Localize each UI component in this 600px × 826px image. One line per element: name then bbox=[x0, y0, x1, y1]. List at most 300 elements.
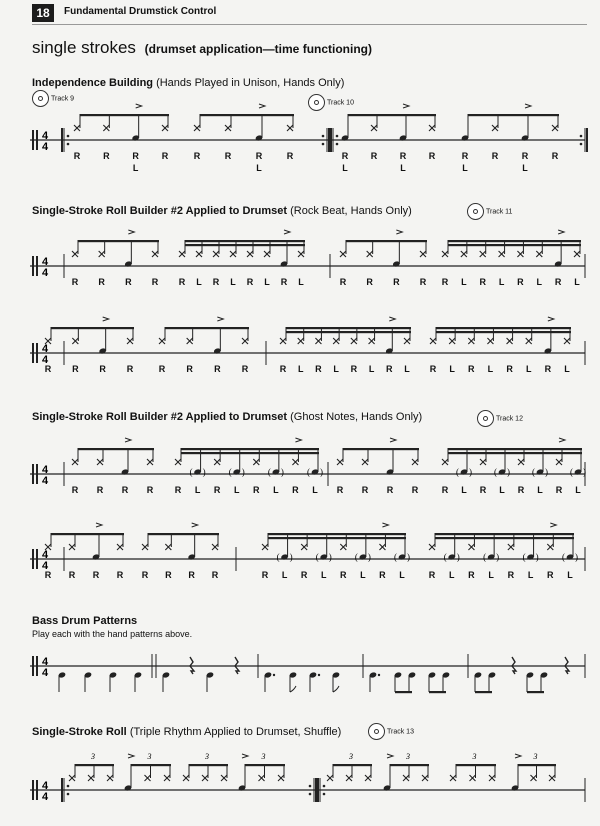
time-signature-bottom: 4 bbox=[42, 141, 49, 153]
sticking-letter: R bbox=[336, 485, 344, 495]
note-beam bbox=[78, 240, 159, 242]
ghost-paren: ) bbox=[407, 552, 410, 562]
note-beam bbox=[346, 240, 427, 242]
sticking-letter: R bbox=[224, 151, 232, 161]
eighth-flag bbox=[290, 686, 296, 692]
note-beam bbox=[343, 448, 419, 450]
sticking-letter: L bbox=[462, 163, 468, 173]
sticking-letter: L bbox=[264, 277, 270, 287]
time-signature-top: 4 bbox=[42, 343, 49, 355]
ghost-paren: ( bbox=[570, 467, 573, 477]
section-title-ghost-notes bbox=[32, 411, 422, 423]
sticking-letter: R bbox=[214, 364, 221, 374]
sticking-letter: R bbox=[98, 277, 105, 287]
repeat-dot bbox=[67, 785, 70, 788]
note-beam bbox=[390, 764, 429, 766]
percussion-clef bbox=[36, 464, 38, 484]
percussion-clef bbox=[32, 656, 34, 676]
sticking-letter: R bbox=[429, 364, 437, 374]
sticking-letter: R bbox=[99, 364, 106, 374]
note-beam bbox=[448, 452, 582, 454]
sticking-letter: L bbox=[461, 277, 467, 287]
note-beam bbox=[333, 764, 372, 766]
sticking-letter: R bbox=[116, 570, 124, 580]
note-beam bbox=[80, 114, 169, 116]
sticking-letter: L bbox=[498, 277, 505, 287]
ghost-paren: ) bbox=[289, 552, 293, 562]
sticking-letter: L bbox=[233, 485, 240, 495]
note-beam bbox=[185, 240, 305, 242]
sticking-letter: R bbox=[468, 364, 475, 374]
sticking-letter: R bbox=[479, 277, 486, 287]
sticking-letter: R bbox=[521, 151, 529, 161]
repeat-dot bbox=[323, 793, 326, 796]
sticking-letter: R bbox=[300, 570, 308, 580]
time-signature-top: 4 bbox=[42, 549, 49, 561]
accent-mark bbox=[548, 317, 554, 321]
bass-drum-instruction: Play each with the hand patterns above. bbox=[32, 629, 193, 639]
sticking-letter: L bbox=[333, 364, 339, 374]
ghost-paren: ( bbox=[354, 552, 358, 562]
repeat-dot bbox=[67, 135, 70, 138]
dot bbox=[318, 674, 320, 676]
ghost-paren: ( bbox=[189, 467, 193, 477]
sticking-letter: R bbox=[165, 570, 172, 580]
sticking-letter: R bbox=[211, 570, 219, 580]
sticking-letter: R bbox=[370, 151, 378, 161]
sticking-letter: R bbox=[241, 364, 249, 374]
section-title-text: Single-Stroke Roll Builder #2 Applied to Drumset bbox=[32, 205, 288, 217]
note-beam bbox=[165, 327, 249, 329]
ghost-paren: ) bbox=[535, 552, 539, 562]
sticking-letter: R bbox=[178, 277, 186, 287]
accent-mark bbox=[387, 754, 393, 758]
note-beam bbox=[436, 327, 571, 329]
note-beam bbox=[181, 448, 319, 450]
sticking-letter: R bbox=[72, 364, 79, 374]
note-beam bbox=[131, 764, 171, 766]
section-title-independence bbox=[32, 77, 344, 89]
accent-mark bbox=[103, 317, 109, 321]
header-rule bbox=[32, 24, 587, 25]
sticking-letter: L bbox=[281, 570, 288, 580]
accent-mark bbox=[550, 523, 556, 527]
percussion-clef bbox=[36, 549, 38, 569]
sticking-letter: L bbox=[527, 570, 534, 580]
note-beam bbox=[435, 533, 574, 535]
sticking-letter: L bbox=[312, 485, 318, 495]
cd-icon bbox=[477, 410, 494, 427]
sticking-letter: L bbox=[297, 364, 304, 374]
sticking-letter: R bbox=[174, 485, 182, 495]
note-beam bbox=[395, 691, 412, 693]
triplet-number: 3 bbox=[261, 752, 266, 761]
accent-mark bbox=[559, 438, 565, 442]
sticking-letter: R bbox=[161, 151, 169, 161]
time-signature-bottom: 4 bbox=[42, 354, 49, 366]
sticking-letter: R bbox=[441, 277, 449, 287]
sticking-letter: L bbox=[400, 163, 406, 173]
sticking-letter: R bbox=[419, 277, 427, 287]
ghost-paren: ) bbox=[575, 552, 578, 562]
repeat-dot bbox=[309, 793, 312, 796]
ghost-paren: ( bbox=[456, 467, 459, 477]
sticking-letter: R bbox=[261, 570, 269, 580]
percussion-clef bbox=[32, 256, 34, 276]
sticking-letter: R bbox=[132, 151, 139, 161]
accent-mark bbox=[128, 754, 134, 758]
section-title-text: Independence Building bbox=[32, 77, 154, 89]
accent-mark bbox=[382, 523, 388, 527]
sticking-letter: L bbox=[488, 570, 494, 580]
ghost-paren: ) bbox=[241, 467, 245, 477]
sticking-letter: R bbox=[212, 277, 220, 287]
ghost-paren: ( bbox=[315, 552, 319, 562]
sticking-letter: R bbox=[339, 277, 347, 287]
accent-mark bbox=[403, 104, 409, 108]
sticking-letter: R bbox=[125, 277, 132, 287]
sticking-letter: R bbox=[315, 364, 322, 374]
sticking-letter: R bbox=[468, 570, 475, 580]
time-signature-top: 4 bbox=[42, 656, 49, 668]
note-beam bbox=[268, 533, 406, 535]
time-signature-bottom: 4 bbox=[42, 560, 49, 572]
time-signature-bottom: 4 bbox=[42, 791, 49, 803]
sticking-letter: R bbox=[479, 485, 487, 495]
sticking-letter: L bbox=[342, 163, 348, 173]
notation-system-shuffle bbox=[0, 744, 600, 824]
note-beam bbox=[468, 114, 559, 116]
triplet-number: 3 bbox=[349, 752, 353, 761]
sticking-letter: R bbox=[517, 485, 525, 495]
accent-mark bbox=[284, 230, 290, 234]
section-title-single-stroke-roll bbox=[32, 726, 341, 738]
sticking-letter: R bbox=[292, 485, 299, 495]
accent-mark bbox=[396, 230, 402, 234]
sticking-letter: R bbox=[517, 277, 524, 287]
repeat-dot bbox=[309, 785, 312, 788]
note-beam bbox=[286, 331, 411, 333]
sticking-letter: R bbox=[544, 364, 552, 374]
ghost-paren: ( bbox=[276, 552, 280, 562]
note-beam bbox=[75, 764, 114, 766]
repeat-dot bbox=[67, 143, 70, 146]
track-label: Track 12 bbox=[496, 415, 523, 423]
sticking-letter: R bbox=[280, 277, 288, 287]
sticking-letter: R bbox=[151, 277, 159, 287]
note-beam bbox=[51, 533, 124, 535]
section-title-bass-drum bbox=[32, 615, 137, 627]
sticking-letter: R bbox=[340, 570, 347, 580]
percussion-clef bbox=[36, 780, 38, 800]
sticking-letter: L bbox=[449, 364, 455, 374]
sticking-letter: L bbox=[461, 485, 467, 495]
sticking-letter: L bbox=[575, 485, 581, 495]
percussion-clef bbox=[36, 343, 38, 363]
note-beam bbox=[475, 691, 492, 693]
time-signature-top: 4 bbox=[42, 256, 49, 268]
page-heading-title: single strokes bbox=[32, 38, 136, 57]
sticking-letter: L bbox=[567, 570, 573, 580]
sticking-letter: R bbox=[551, 151, 559, 161]
note-beam bbox=[429, 691, 446, 693]
page-heading bbox=[32, 38, 372, 58]
sticking-letter: R bbox=[428, 570, 436, 580]
ghost-paren: ( bbox=[562, 552, 565, 562]
section-note: (Ghost Notes, Hands Only) bbox=[290, 411, 423, 423]
accent-mark bbox=[136, 104, 142, 108]
sticking-letter: L bbox=[537, 485, 543, 495]
sticking-letter: L bbox=[360, 570, 366, 580]
section-note: (Rock Beat, Hands Only) bbox=[290, 205, 412, 217]
sticking-letter: R bbox=[506, 364, 513, 374]
sticking-letter: R bbox=[554, 277, 562, 287]
sticking-letter: L bbox=[448, 570, 455, 580]
ghost-paren: ) bbox=[328, 552, 332, 562]
sticking-letter: R bbox=[366, 277, 373, 287]
note-beam bbox=[518, 764, 556, 766]
triplet-number: 3 bbox=[533, 752, 538, 761]
percussion-clef bbox=[36, 656, 38, 676]
section-title-text: Single-Stroke Roll bbox=[32, 726, 127, 738]
accent-mark bbox=[259, 104, 265, 108]
sticking-letter: L bbox=[574, 277, 580, 287]
track-badge bbox=[368, 723, 414, 740]
time-signature-top: 4 bbox=[42, 130, 49, 142]
sticking-letter: R bbox=[71, 485, 79, 495]
book-title: Fundamental Drumstick Control bbox=[64, 6, 217, 17]
sticking-letter: R bbox=[92, 570, 100, 580]
accent-mark bbox=[242, 754, 248, 758]
sticking-letter: R bbox=[399, 151, 407, 161]
note-beam bbox=[268, 537, 406, 539]
sticking-letter: R bbox=[341, 151, 349, 161]
cd-icon bbox=[368, 723, 385, 740]
note-beam bbox=[245, 764, 285, 766]
page-heading-subtitle: (drumset application—time functioning) bbox=[144, 42, 373, 56]
note-beam bbox=[435, 537, 574, 539]
ghost-paren: ) bbox=[469, 467, 472, 477]
sticking-letter: R bbox=[286, 151, 294, 161]
accent-mark bbox=[515, 754, 521, 758]
note-beam bbox=[348, 114, 436, 116]
track-badge bbox=[477, 410, 523, 427]
sticking-letter: R bbox=[186, 364, 193, 374]
sticking-letter: R bbox=[379, 570, 386, 580]
dot bbox=[273, 674, 275, 676]
percussion-clef bbox=[32, 343, 34, 363]
sticking-letter: L bbox=[320, 570, 327, 580]
ghost-paren: ( bbox=[394, 552, 397, 562]
ghost-paren: ( bbox=[494, 467, 497, 477]
sticking-letter: R bbox=[386, 364, 393, 374]
triplet-number: 3 bbox=[205, 752, 209, 761]
percussion-clef bbox=[32, 780, 34, 800]
note-beam bbox=[185, 244, 305, 246]
track-label: Track 9 bbox=[51, 95, 75, 103]
repeat-dot bbox=[323, 785, 326, 788]
sticking-letter: R bbox=[279, 364, 287, 374]
page-number: 18 bbox=[32, 4, 54, 22]
time-signature-top: 4 bbox=[42, 780, 49, 792]
ghost-paren: ( bbox=[307, 467, 310, 477]
ghost-paren: ) bbox=[545, 467, 548, 477]
note-beam bbox=[448, 448, 582, 450]
eighth-flag bbox=[333, 686, 339, 692]
percussion-clef bbox=[32, 549, 34, 569]
accent-mark bbox=[125, 438, 131, 442]
section-title-rock-beat bbox=[32, 205, 412, 217]
repeat-dot bbox=[336, 135, 339, 138]
sticking-letter: L bbox=[404, 364, 410, 374]
ghost-paren: ) bbox=[496, 552, 500, 562]
sticking-letter: L bbox=[196, 277, 202, 287]
note-beam bbox=[181, 452, 319, 454]
accent-mark bbox=[389, 317, 395, 321]
accent-mark bbox=[192, 523, 198, 527]
ghost-paren: ) bbox=[583, 467, 586, 477]
ghost-paren: ) bbox=[507, 467, 510, 477]
sticking-letter: R bbox=[44, 570, 52, 580]
sticking-letter: R bbox=[350, 364, 358, 374]
section-note: (Triple Rhythm Applied to Drumset, Shuffle) bbox=[129, 726, 342, 738]
sticking-letter: L bbox=[368, 364, 375, 374]
ghost-paren: ) bbox=[202, 467, 206, 477]
sticking-letter: R bbox=[393, 277, 400, 287]
accent-mark bbox=[525, 104, 531, 108]
ghost-paren: ( bbox=[483, 552, 487, 562]
sticking-letter: L bbox=[499, 485, 505, 495]
repeat-dot bbox=[322, 135, 325, 138]
notation-system-independence bbox=[0, 92, 600, 172]
ghost-paren: ( bbox=[267, 467, 271, 477]
track-label: Track 10 bbox=[327, 99, 354, 107]
time-signature-bottom: 4 bbox=[42, 475, 49, 487]
accent-mark bbox=[390, 438, 396, 442]
sticking-letter: R bbox=[96, 485, 104, 495]
sticking-letter: R bbox=[555, 485, 563, 495]
sticking-letter: R bbox=[121, 485, 129, 495]
percussion-clef bbox=[32, 464, 34, 484]
accent-mark bbox=[96, 523, 102, 527]
sticking-letter: R bbox=[361, 485, 369, 495]
triplet-number: 3 bbox=[91, 752, 95, 761]
sticking-letter: L bbox=[132, 163, 139, 173]
sticking-letter: L bbox=[536, 277, 543, 287]
sticking-letter: R bbox=[255, 151, 263, 161]
time-signature-bottom: 4 bbox=[42, 267, 49, 279]
triplet-number: 3 bbox=[472, 752, 477, 761]
section-note: (Hands Played in Unison, Hands Only) bbox=[156, 77, 345, 89]
sticking-letter: R bbox=[441, 485, 449, 495]
accent-mark bbox=[217, 317, 223, 321]
sticking-letter: L bbox=[522, 163, 528, 173]
section-title-text: Single-Stroke Roll Builder #2 Applied to Drumset bbox=[32, 411, 288, 423]
time-signature-bottom: 4 bbox=[42, 667, 49, 679]
repeat-dot bbox=[580, 135, 583, 138]
page-header bbox=[0, 0, 600, 26]
sticking-letter: R bbox=[126, 364, 134, 374]
sticking-letter: R bbox=[491, 151, 499, 161]
sticking-letter: R bbox=[44, 364, 52, 374]
sticking-letter: R bbox=[188, 570, 195, 580]
ghost-paren: ( bbox=[532, 467, 535, 477]
sticking-letter: R bbox=[547, 570, 554, 580]
sticking-letter: R bbox=[386, 485, 394, 495]
triplet-number: 3 bbox=[406, 752, 410, 761]
note-beam bbox=[78, 448, 154, 450]
note-beam bbox=[51, 327, 134, 329]
repeat-dot bbox=[67, 793, 70, 796]
note-beam bbox=[200, 114, 294, 116]
sticking-letter: R bbox=[141, 570, 149, 580]
note-beam bbox=[448, 244, 581, 246]
ghost-paren: ) bbox=[367, 552, 371, 562]
sticking-letter: R bbox=[213, 485, 221, 495]
note-beam bbox=[189, 764, 228, 766]
sticking-letter: L bbox=[194, 485, 201, 495]
triplet-number: 3 bbox=[147, 752, 152, 761]
sticking-letter: R bbox=[246, 277, 254, 287]
time-signature-top: 4 bbox=[42, 464, 49, 476]
repeat-dot bbox=[336, 143, 339, 146]
ghost-paren: ) bbox=[280, 467, 284, 477]
sticking-letter: R bbox=[461, 151, 469, 161]
percussion-clef bbox=[36, 256, 38, 276]
accent-mark bbox=[558, 230, 564, 234]
sticking-letter: L bbox=[273, 485, 279, 495]
percussion-clef bbox=[36, 130, 38, 150]
sticking-letter: R bbox=[146, 485, 154, 495]
percussion-clef bbox=[32, 130, 34, 150]
dot bbox=[378, 674, 380, 676]
sticking-letter: R bbox=[68, 570, 76, 580]
sticking-letter: L bbox=[399, 570, 405, 580]
note-beam bbox=[286, 327, 411, 329]
track-label: Track 11 bbox=[486, 208, 513, 216]
ghost-paren: ( bbox=[522, 552, 526, 562]
sticking-letter: L bbox=[564, 364, 570, 374]
sticking-letter: L bbox=[298, 277, 304, 287]
ghost-paren: ( bbox=[228, 467, 232, 477]
sticking-letter: R bbox=[158, 364, 166, 374]
accent-mark bbox=[295, 438, 301, 442]
sticking-letter: L bbox=[487, 364, 494, 374]
section-title-text: Bass Drum Patterns bbox=[32, 615, 138, 627]
sticking-letter: L bbox=[230, 277, 236, 287]
ghost-paren: ) bbox=[320, 467, 323, 477]
sticking-letter: R bbox=[71, 277, 79, 287]
note-beam bbox=[436, 331, 571, 333]
repeat-dot bbox=[322, 143, 325, 146]
track-label: Track 13 bbox=[387, 728, 414, 736]
ghost-paren: ) bbox=[456, 552, 460, 562]
sticking-letter: R bbox=[507, 570, 515, 580]
sticking-letter: R bbox=[193, 151, 201, 161]
repeat-dot bbox=[580, 143, 583, 146]
sticking-letter: R bbox=[73, 151, 81, 161]
notation-system-bass-drum bbox=[0, 644, 600, 704]
ghost-paren: ( bbox=[443, 552, 447, 562]
sticking-letter: L bbox=[525, 364, 532, 374]
sticking-letter: L bbox=[256, 163, 262, 173]
note-beam bbox=[148, 533, 219, 535]
note-beam bbox=[448, 240, 581, 242]
sticking-letter: R bbox=[428, 151, 436, 161]
note-beam bbox=[527, 691, 544, 693]
sticking-letter: R bbox=[253, 485, 260, 495]
accent-mark bbox=[128, 230, 134, 234]
